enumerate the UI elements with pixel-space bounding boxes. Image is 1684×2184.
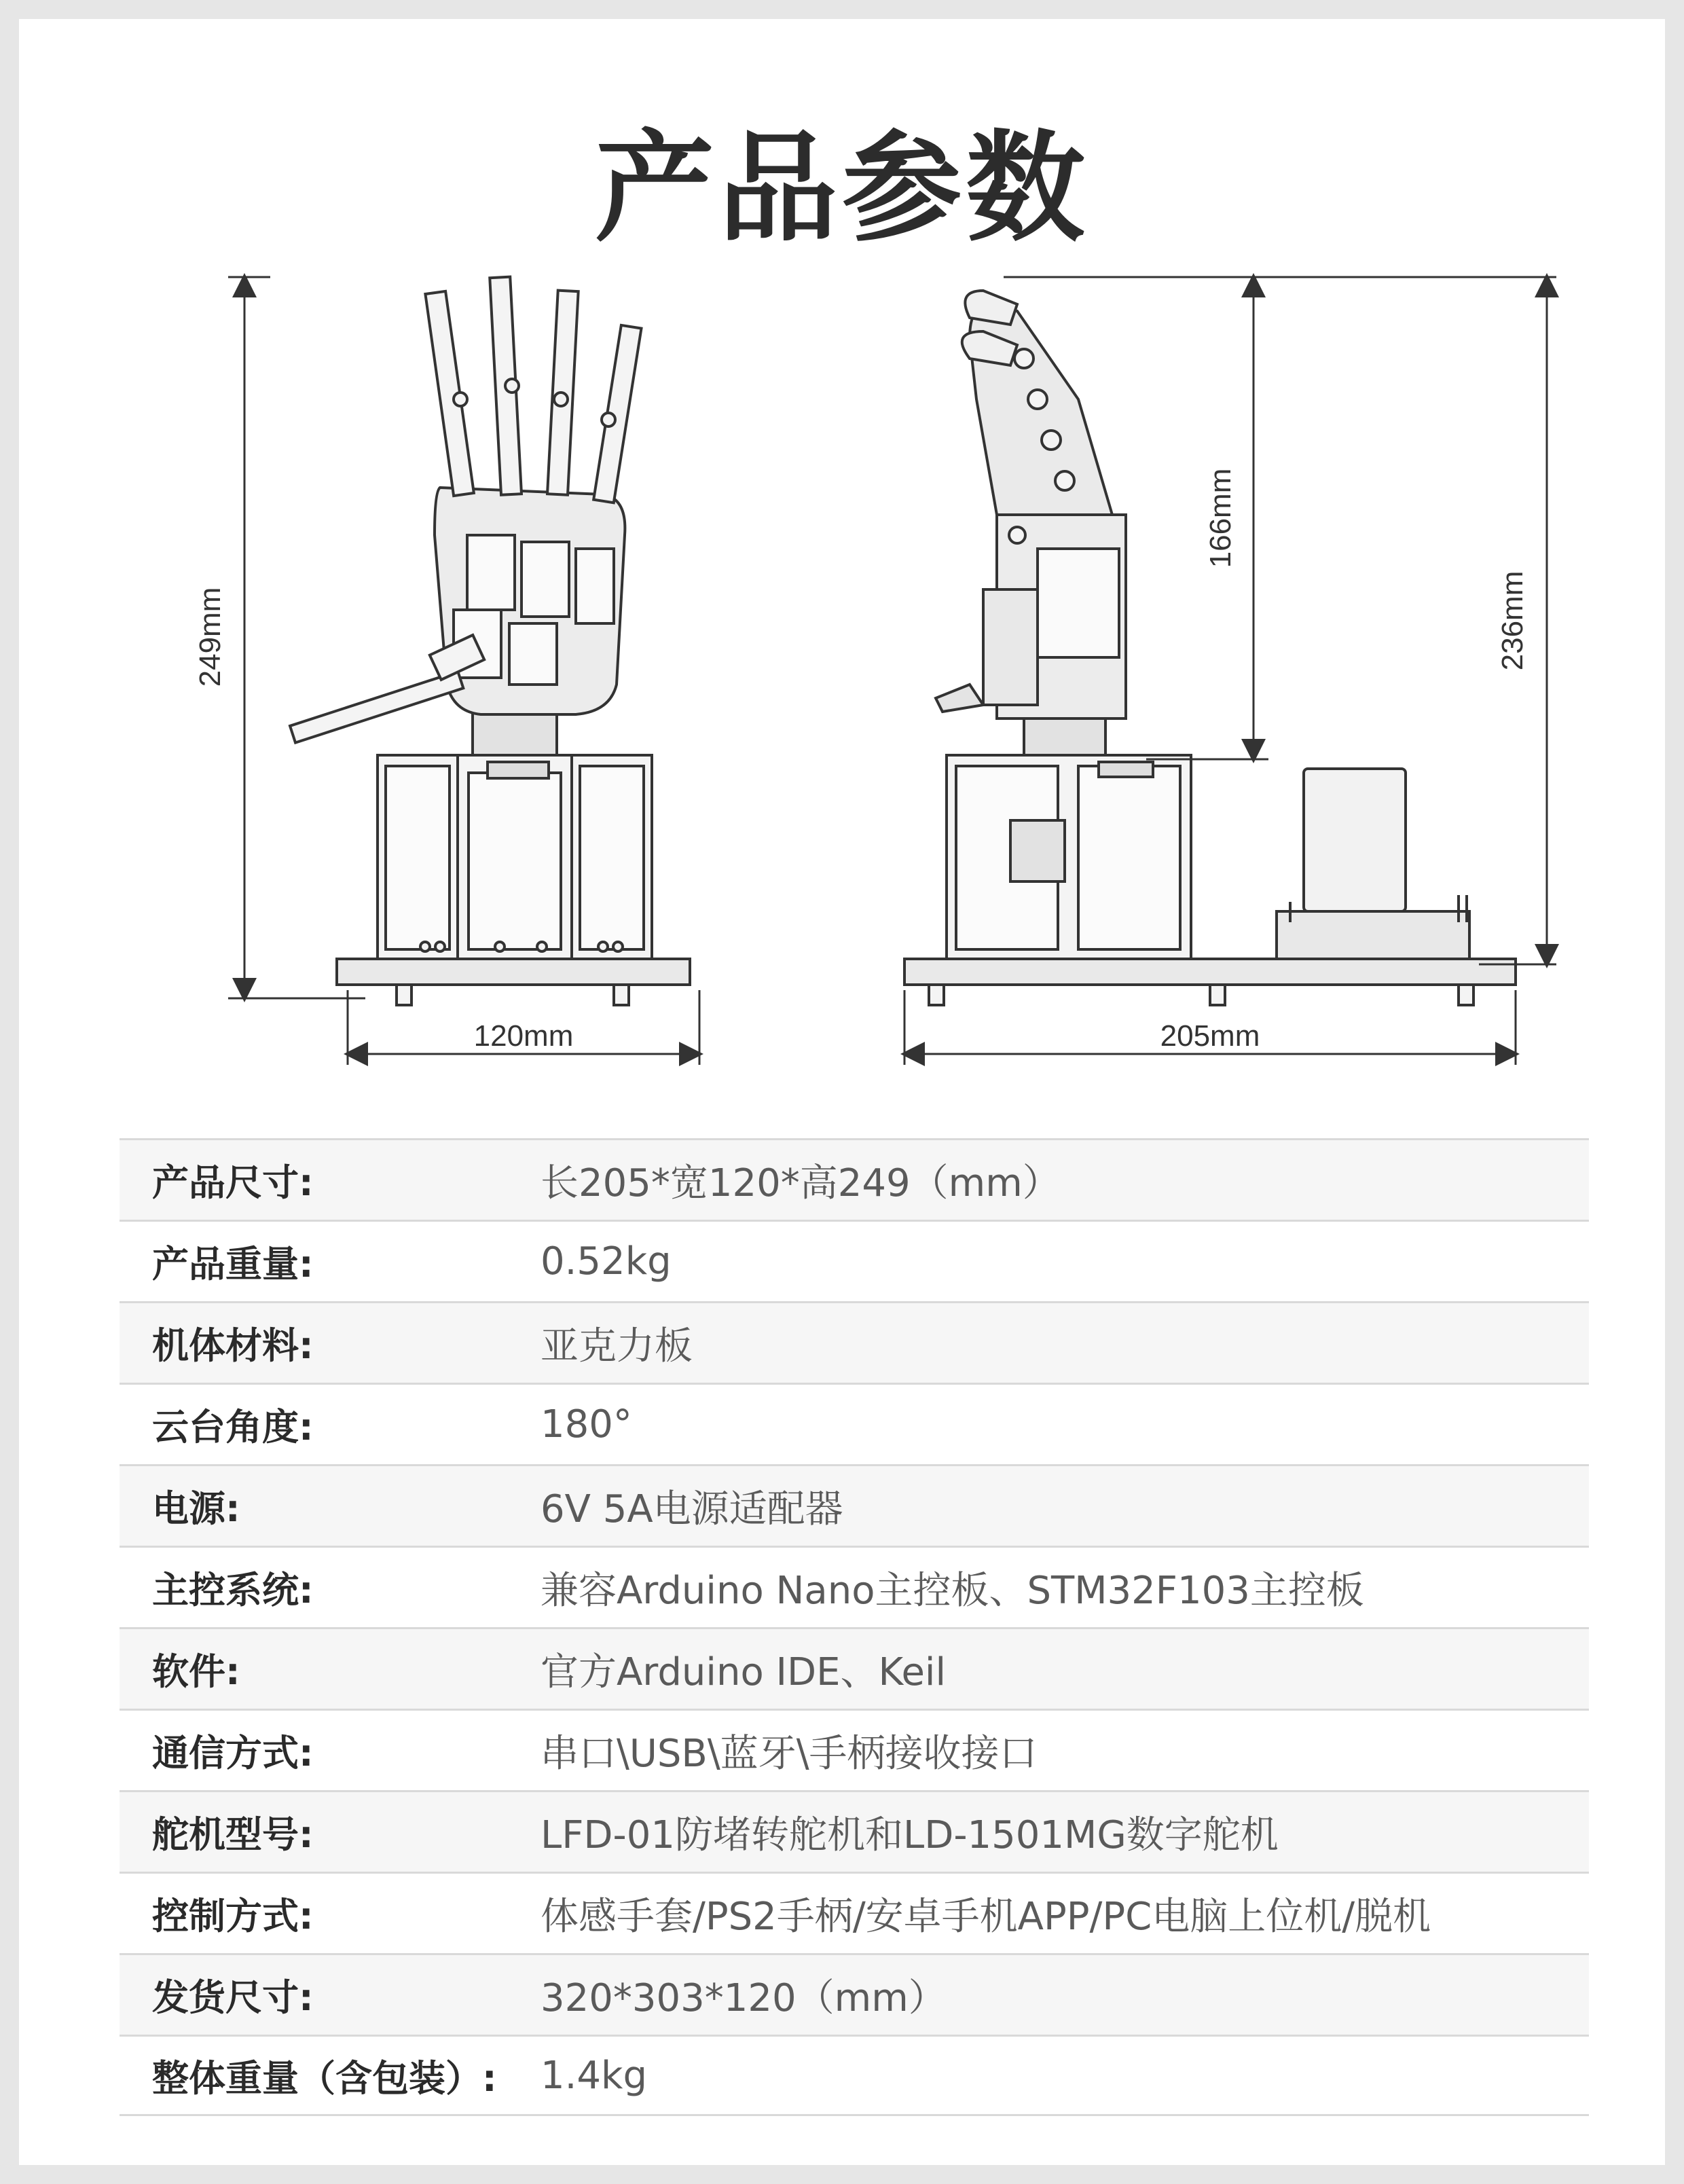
spec-row-product-weight: [120, 1220, 1589, 1301]
spec-label: 软件:: [152, 1650, 240, 1693]
front-height-label: 249mm: [194, 587, 227, 687]
product-dimension-drawings: [19, 19, 1665, 1119]
spec-label: 整体重量（含包装）:: [152, 2056, 497, 2100]
spec-value: 180°: [541, 1402, 632, 1446]
spec-value: 0.52kg: [541, 1239, 672, 1284]
page-title: 产品参数: [594, 119, 1089, 258]
spec-row-communication: [120, 1709, 1589, 1790]
spec-label: 主控系统:: [152, 1569, 314, 1612]
spec-row-power: [120, 1464, 1589, 1546]
spec-row-total-weight: [120, 2035, 1589, 2116]
side-view-drawing: [904, 291, 1516, 1005]
spec-value: 官方Arduino IDE、Keil: [541, 1650, 947, 1694]
spec-row-control-method: [120, 1872, 1589, 1953]
spec-row-shipping-size: [120, 1953, 1589, 2035]
spec-label: 发货尺寸:: [152, 1976, 314, 2019]
spec-row-gimbal-angle: [120, 1383, 1589, 1464]
side-length-label: 205mm: [1160, 1019, 1260, 1053]
front-view-drawing: [290, 277, 690, 1005]
spec-label: 电源:: [152, 1487, 240, 1530]
spec-label: 云台角度:: [152, 1406, 314, 1449]
spec-value: 亚克力板: [541, 1324, 693, 1368]
spec-row-material: [120, 1301, 1589, 1383]
spec-row-servo-model: [120, 1790, 1589, 1872]
spec-label: 机体材料:: [152, 1324, 314, 1367]
spec-row-software: [120, 1627, 1589, 1709]
spec-value: LFD-01防堵转舵机和LD-1501MG数字舵机: [541, 1813, 1279, 1857]
spec-value: 320*303*120（mm）: [541, 1976, 947, 2020]
spec-value: 长205*宽120*高249（mm）: [541, 1161, 1061, 1205]
spec-table: [120, 1138, 1589, 2116]
spec-label: 控制方式:: [152, 1895, 314, 1937]
spec-value: 串口\USB\蓝牙\手柄接收接口: [541, 1731, 1038, 1776]
spec-value: 体感手套/PS2手柄/安卓手机APP/PC电脑上位机/脱机: [541, 1894, 1431, 1939]
side-total-height-label: 236mm: [1496, 570, 1529, 671]
spec-row-product-size: [120, 1138, 1589, 1220]
side-hand-height-label: 166mm: [1204, 468, 1237, 568]
spec-label: 产品尺寸:: [152, 1161, 314, 1204]
spec-value: 1.4kg: [541, 2053, 648, 2098]
spec-row-controller: [120, 1546, 1589, 1627]
spec-value: 6V 5A电源适配器: [541, 1487, 843, 1531]
product-spec-card: [19, 19, 1665, 2165]
spec-value: 兼容Arduino Nano主控板、STM32F103主控板: [541, 1568, 1364, 1613]
front-width-label: 120mm: [473, 1019, 574, 1053]
spec-label: 舵机型号:: [152, 1813, 314, 1856]
spec-label: 产品重量:: [152, 1243, 314, 1286]
spec-label: 通信方式:: [152, 1732, 314, 1774]
